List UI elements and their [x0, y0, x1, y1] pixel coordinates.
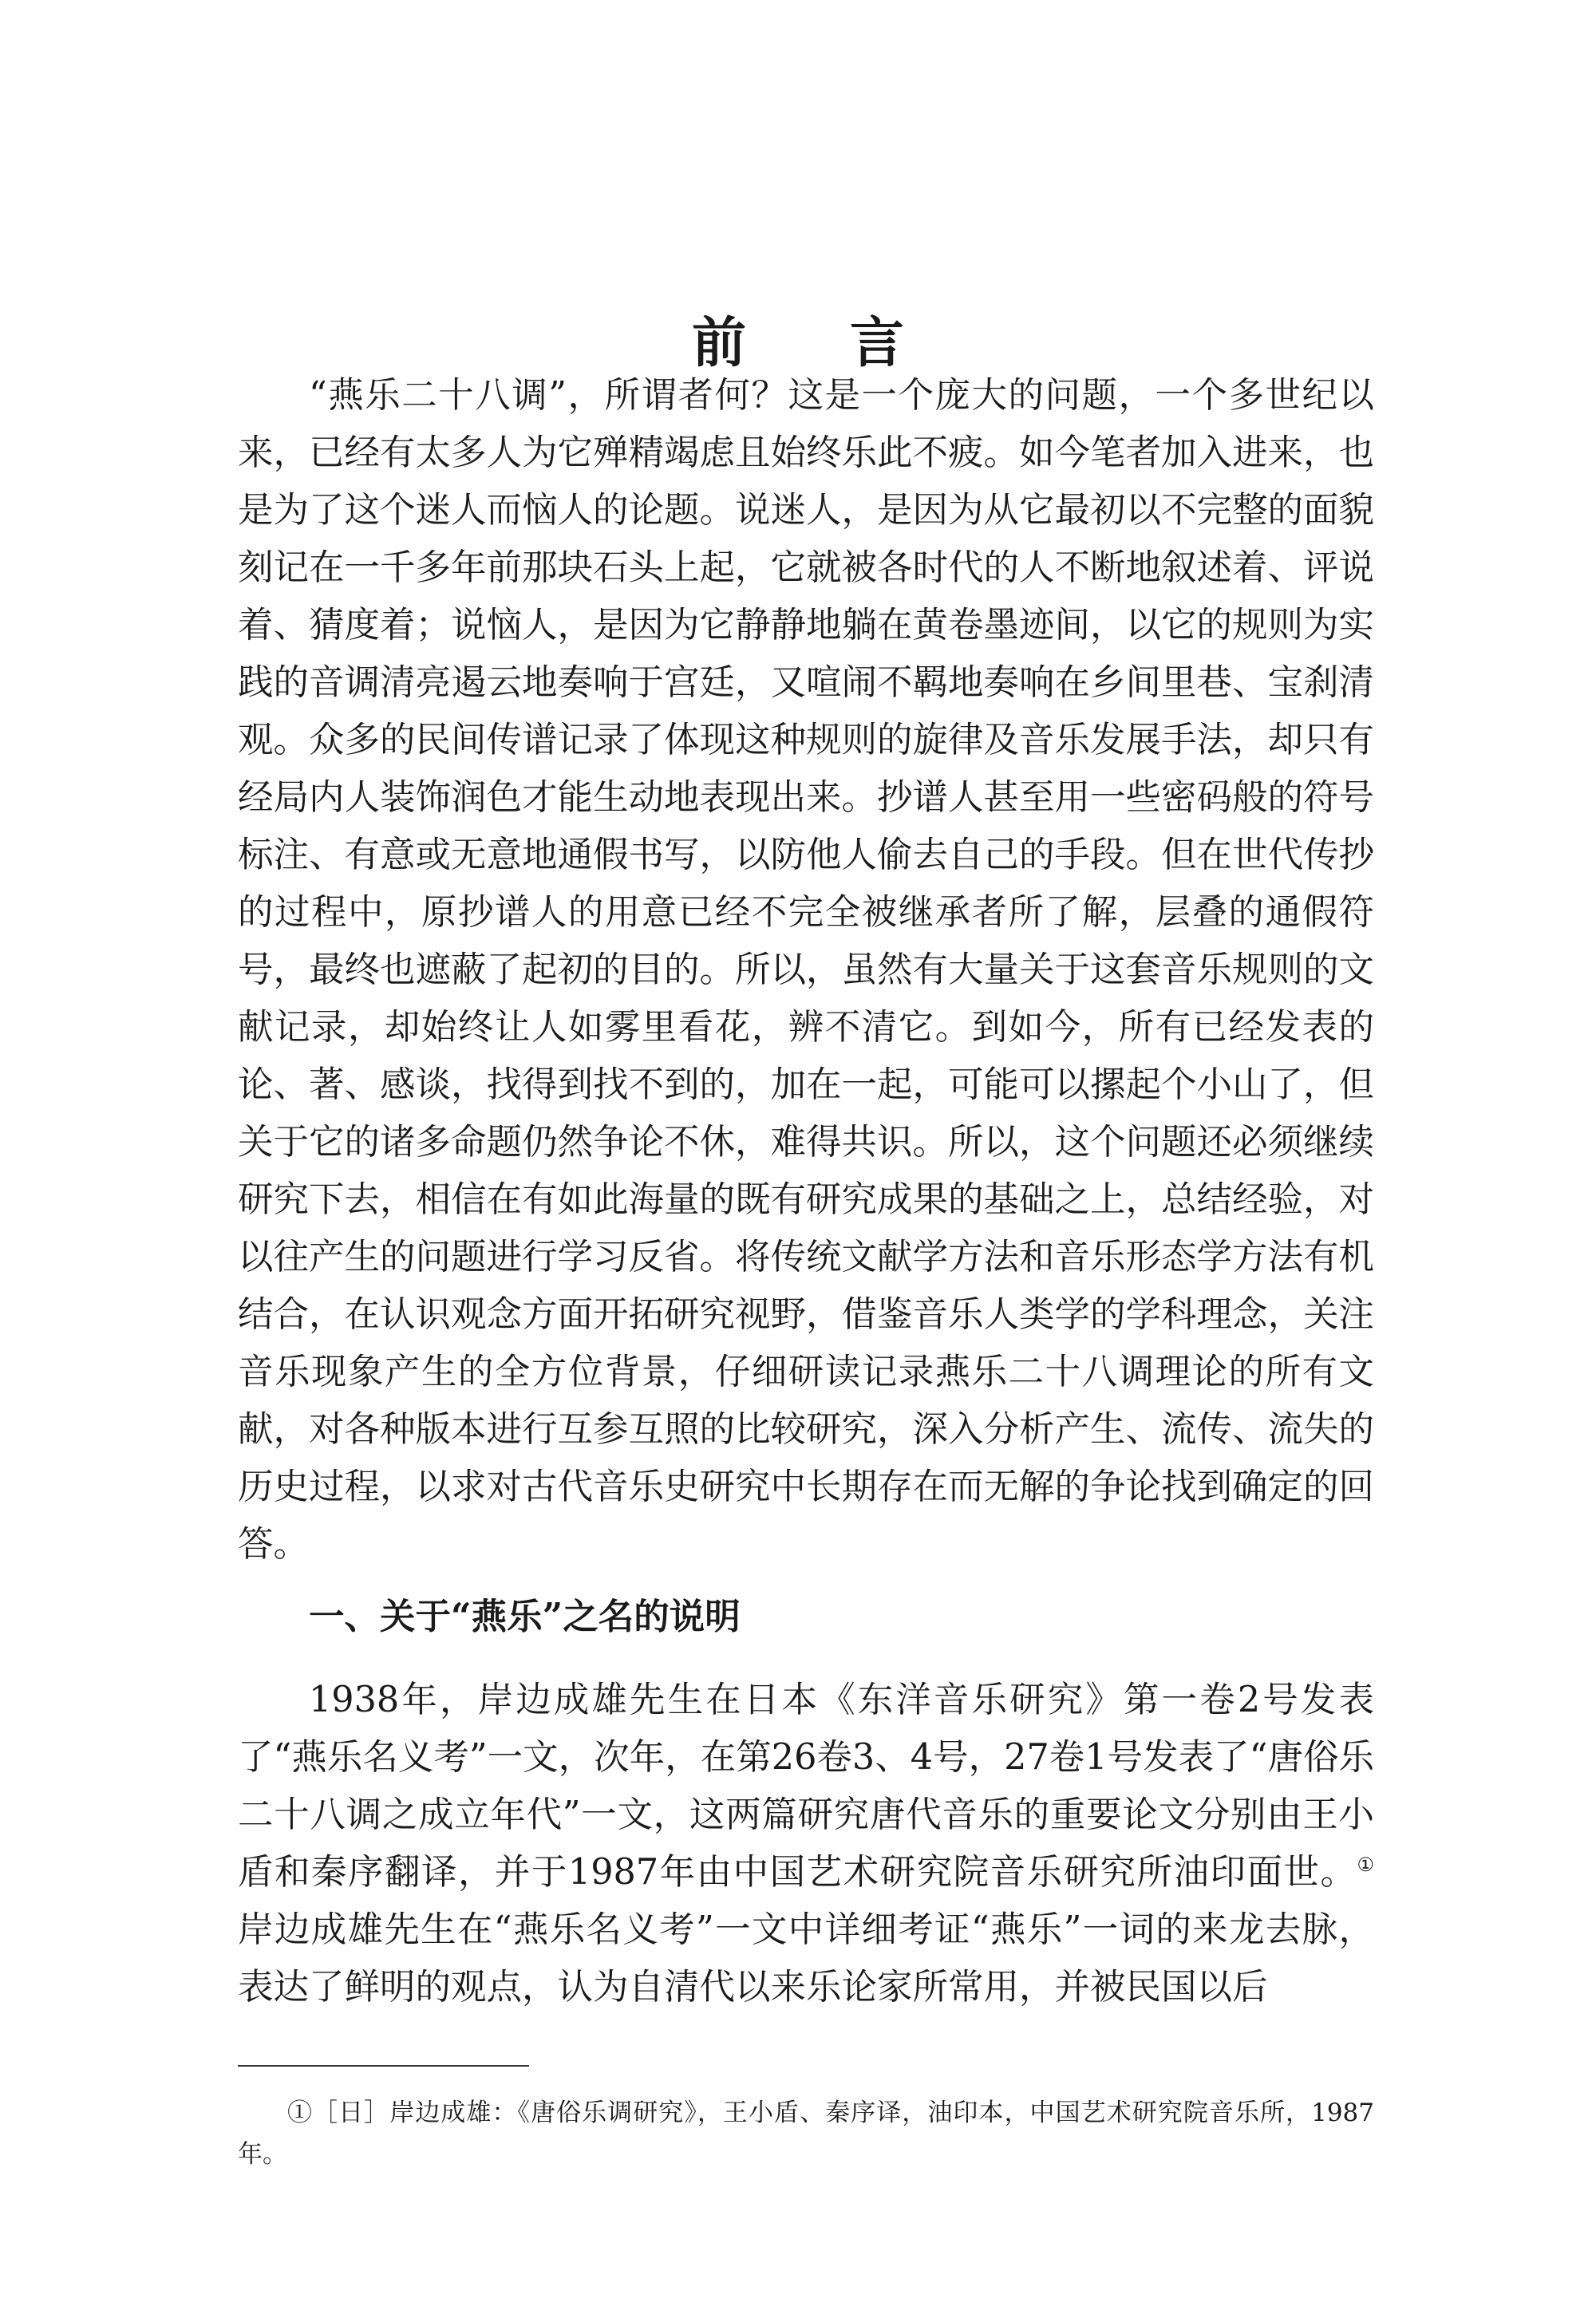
footnote — [238, 2092, 1374, 2175]
intro-section — [238, 367, 1374, 1573]
section-paragraph — [238, 1672, 1374, 2016]
footnote-divider — [238, 2065, 529, 2067]
title-char-2: 言 — [850, 310, 905, 375]
section-paragraph-text-1: 1938年，岸边成雄先生在日本《东洋音乐研究》第一卷2号发表了“燕乐名义考”一文，次年，在第26卷3、4号，27卷1号发表了“唐俗乐二十八调之成立年代”一文，这两篇研究唐代音乐的重要论文分别由王小盾和秦序翻译，并于1987年由中国艺术研究院音乐研究所油印面世。 — [238, 1680, 1374, 1893]
section-paragraph-text-2: 岸边成雄先生在“燕乐名义考”一文中详细考证“燕乐”一词的来龙去脉，表达了鲜明的观点，认为自清代以来乐论家所常用，并被民国以后 — [238, 1909, 1374, 2008]
page-title — [0, 310, 1596, 375]
title-char-1: 前 — [691, 310, 746, 375]
intro-paragraph: “燕乐二十八调”，所谓者何？这是一个庞大的问题，一个多世纪以来，已经有太多人为它殚精竭虑且始终乐此不疲。如今笔者加入进来，也是为了这个迷人而恼人的论题。说迷人，是因为从它最初以不完整的面貌刻记在一千多年前那块石头上起，它就被各时代的人不断地叙述着、评说着、猜度着；说恼人，是因为它静静地躺在黄卷墨迹间，以它的规则为实践的音调清亮遏云地奏响于宫廷，又喧闹不羁地奏响在乡间里巷、宝刹清观。众多的民间传谱记录了体现这种规则的旋律及音乐发展手法，却只有经局内人装饰润色才能生动地表现出来。抄谱人甚至用一些密码般的符号标注、有意或无意地通假书写，以防他人偷去自己的手段。但在世代传抄的过程中，原抄谱人的用意已经不完全被继承者所了解，层叠的通假符号，最终也遮蔽了起初的目的。所以，虽然有大量关于这套音乐规则的文献记录，却始终让人如雾里看花，辨不清它。到如今，所有已经发表的论、著、感谈，找得到找不到的，加在一起，可能可以摞起个小山了，但关于它的诸多命题仍然争论不休，难得共识。所以，这个问题还必须继续研究下去，相信在有如此海量的既有研究成果的基础之上，总结经验，对以往产生的问题进行学习反省。将传统文献学方法和音乐形态学方法有机结合，在认识观念方面开拓研究视野，借鉴音乐人类学的学科理念，关注音乐现象产生的全方位背景，仔细研读记录燕乐二十八调理论的所有文献，对各种版本进行互参互照的比较研究，深入分析产生、流传、流失的历史过程，以求对古代音乐史研究中长期存在而无解的争论找到确定的回答。 — [238, 375, 1375, 1565]
footnote-text: ①［日］岸边成雄：《唐俗乐调研究》，王小盾、秦序译，油印本，中国艺术研究院音乐所，1987年。 — [238, 2099, 1374, 2169]
section-body — [238, 1672, 1374, 2016]
section-heading: 一、关于“燕乐”之名的说明 — [309, 1596, 741, 1637]
footnote-marker: ① — [1357, 1854, 1374, 1877]
